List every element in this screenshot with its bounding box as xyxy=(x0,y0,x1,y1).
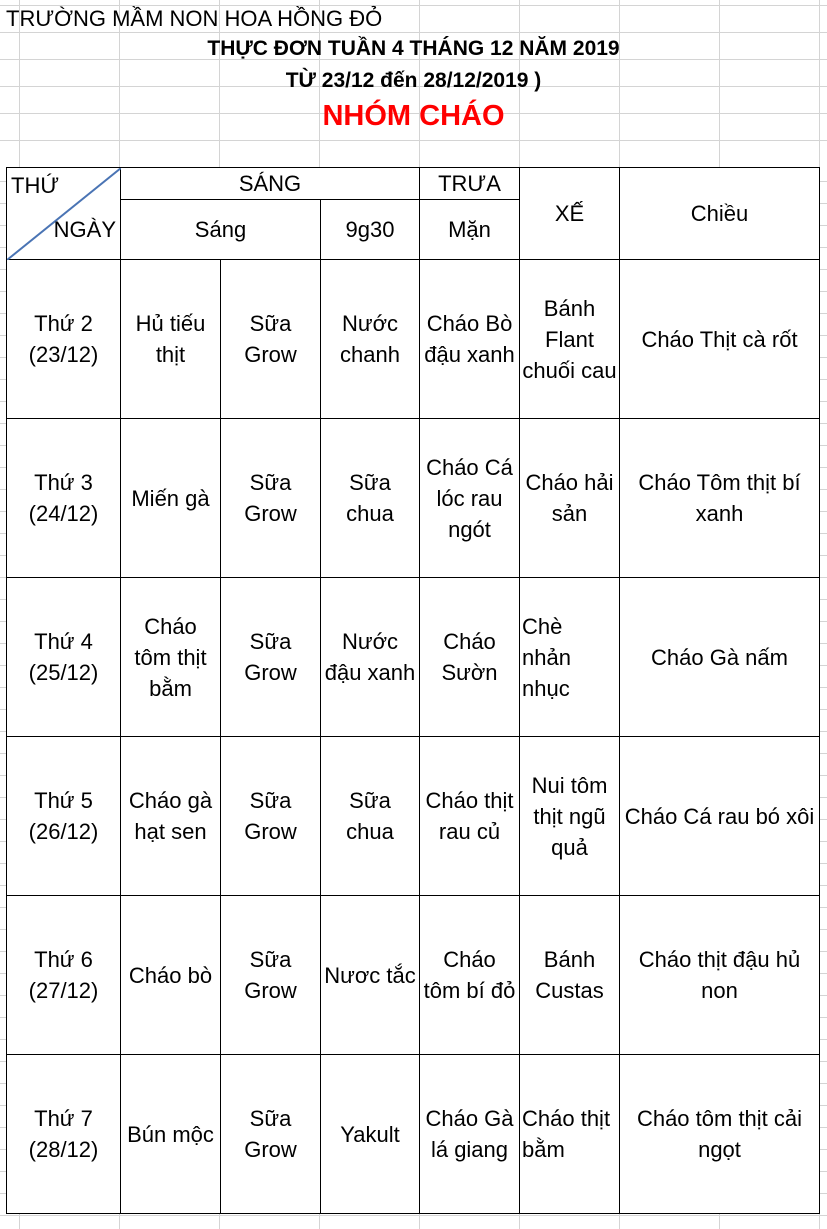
header-chieu: Chiều xyxy=(620,168,820,260)
day-cell: Thứ 3 (24/12) xyxy=(7,419,121,578)
chieu-cell: Cháo Cá rau bó xôi xyxy=(620,737,820,896)
group-title: NHÓM CHÁO xyxy=(322,100,505,132)
table-row xyxy=(7,578,820,737)
chieu-cell: Cháo Thịt cà rốt xyxy=(620,260,820,419)
lunch-cell: Cháo thịt rau củ xyxy=(420,737,520,896)
lunch-cell: Cháo Gà lá giang xyxy=(420,1055,520,1214)
chieu-cell: Cháo tôm thịt cải ngọt xyxy=(620,1055,820,1214)
header-xe: XẾ xyxy=(520,168,620,260)
header-man: Mặn xyxy=(420,200,520,260)
day-cell: Thứ 2 (23/12) xyxy=(7,260,121,419)
school-name: TRƯỜNG MẦM NON HOA HỒNG ĐỎ xyxy=(6,6,383,31)
sang-dish-cell: Hủ tiếu thịt xyxy=(121,260,221,419)
day-cell: Thứ 5 (26/12) xyxy=(7,737,121,896)
lunch-cell: Cháo Sườn xyxy=(420,578,520,737)
table-row xyxy=(7,419,820,578)
header-sang-group: SÁNG xyxy=(121,168,420,200)
sang-milk-cell: Sữa Grow xyxy=(221,419,321,578)
corner-thu: THỨ xyxy=(11,173,60,198)
header-sang: Sáng xyxy=(121,200,321,260)
xe-cell: Cháo thịt bằm xyxy=(520,1055,620,1214)
xe-cell: Chè nhản nhục xyxy=(520,578,620,737)
header-9g30: 9g30 xyxy=(321,200,420,260)
lunch-cell: Cháo Bò đậu xanh xyxy=(420,260,520,419)
sang-milk-cell: Sữa Grow xyxy=(221,737,321,896)
sang-dish-cell: Cháo tôm thịt bằm xyxy=(121,578,221,737)
table-row xyxy=(7,1055,820,1214)
sang-dish-cell: Cháo bò xyxy=(121,896,221,1055)
chieu-cell: Cháo Tôm thịt bí xanh xyxy=(620,419,820,578)
menu-table xyxy=(6,167,820,1214)
snack-930-cell: Nươc tắc xyxy=(321,896,420,1055)
day-cell: Thứ 7 (28/12) xyxy=(7,1055,121,1214)
xe-cell: Bánh Flant chuối cau xyxy=(520,260,620,419)
snack-930-cell: Yakult xyxy=(321,1055,420,1214)
xe-cell: Cháo hải sản xyxy=(520,419,620,578)
lunch-cell: Cháo Cá lóc rau ngót xyxy=(420,419,520,578)
xe-cell: Bánh Custas xyxy=(520,896,620,1055)
xe-cell: Nui tôm thịt ngũ quả xyxy=(520,737,620,896)
snack-930-cell: Nước đậu xanh xyxy=(321,578,420,737)
date-range: TỪ 23/12 đến 28/12/2019 ) xyxy=(285,69,542,92)
sang-milk-cell: Sữa Grow xyxy=(221,896,321,1055)
lunch-cell: Cháo tôm bí đỏ xyxy=(420,896,520,1055)
chieu-cell: Cháo Gà nấm xyxy=(620,578,820,737)
title-block xyxy=(0,0,827,165)
day-cell: Thứ 6 (27/12) xyxy=(7,896,121,1055)
sang-dish-cell: Cháo gà hạt sen xyxy=(121,737,221,896)
snack-930-cell: Nước chanh xyxy=(321,260,420,419)
day-cell: Thứ 4 (25/12) xyxy=(7,578,121,737)
sang-milk-cell: Sữa Grow xyxy=(221,1055,321,1214)
table-row xyxy=(7,737,820,896)
corner-header-cell xyxy=(7,168,121,260)
snack-930-cell: Sữa chua xyxy=(321,419,420,578)
snack-930-cell: Sữa chua xyxy=(321,737,420,896)
corner-ngay: NGÀY xyxy=(53,217,116,242)
table-row xyxy=(7,896,820,1055)
chieu-cell: Cháo thịt đậu hủ non xyxy=(620,896,820,1055)
table-row xyxy=(7,260,820,419)
menu-title: THỰC ĐƠN TUẦN 4 THÁNG 12 NĂM 2019 xyxy=(207,37,620,60)
sang-milk-cell: Sữa Grow xyxy=(221,260,321,419)
header-trua-group: TRƯA xyxy=(420,168,520,200)
sang-dish-cell: Miến gà xyxy=(121,419,221,578)
sang-milk-cell: Sữa Grow xyxy=(221,578,321,737)
sang-dish-cell: Bún mộc xyxy=(121,1055,221,1214)
